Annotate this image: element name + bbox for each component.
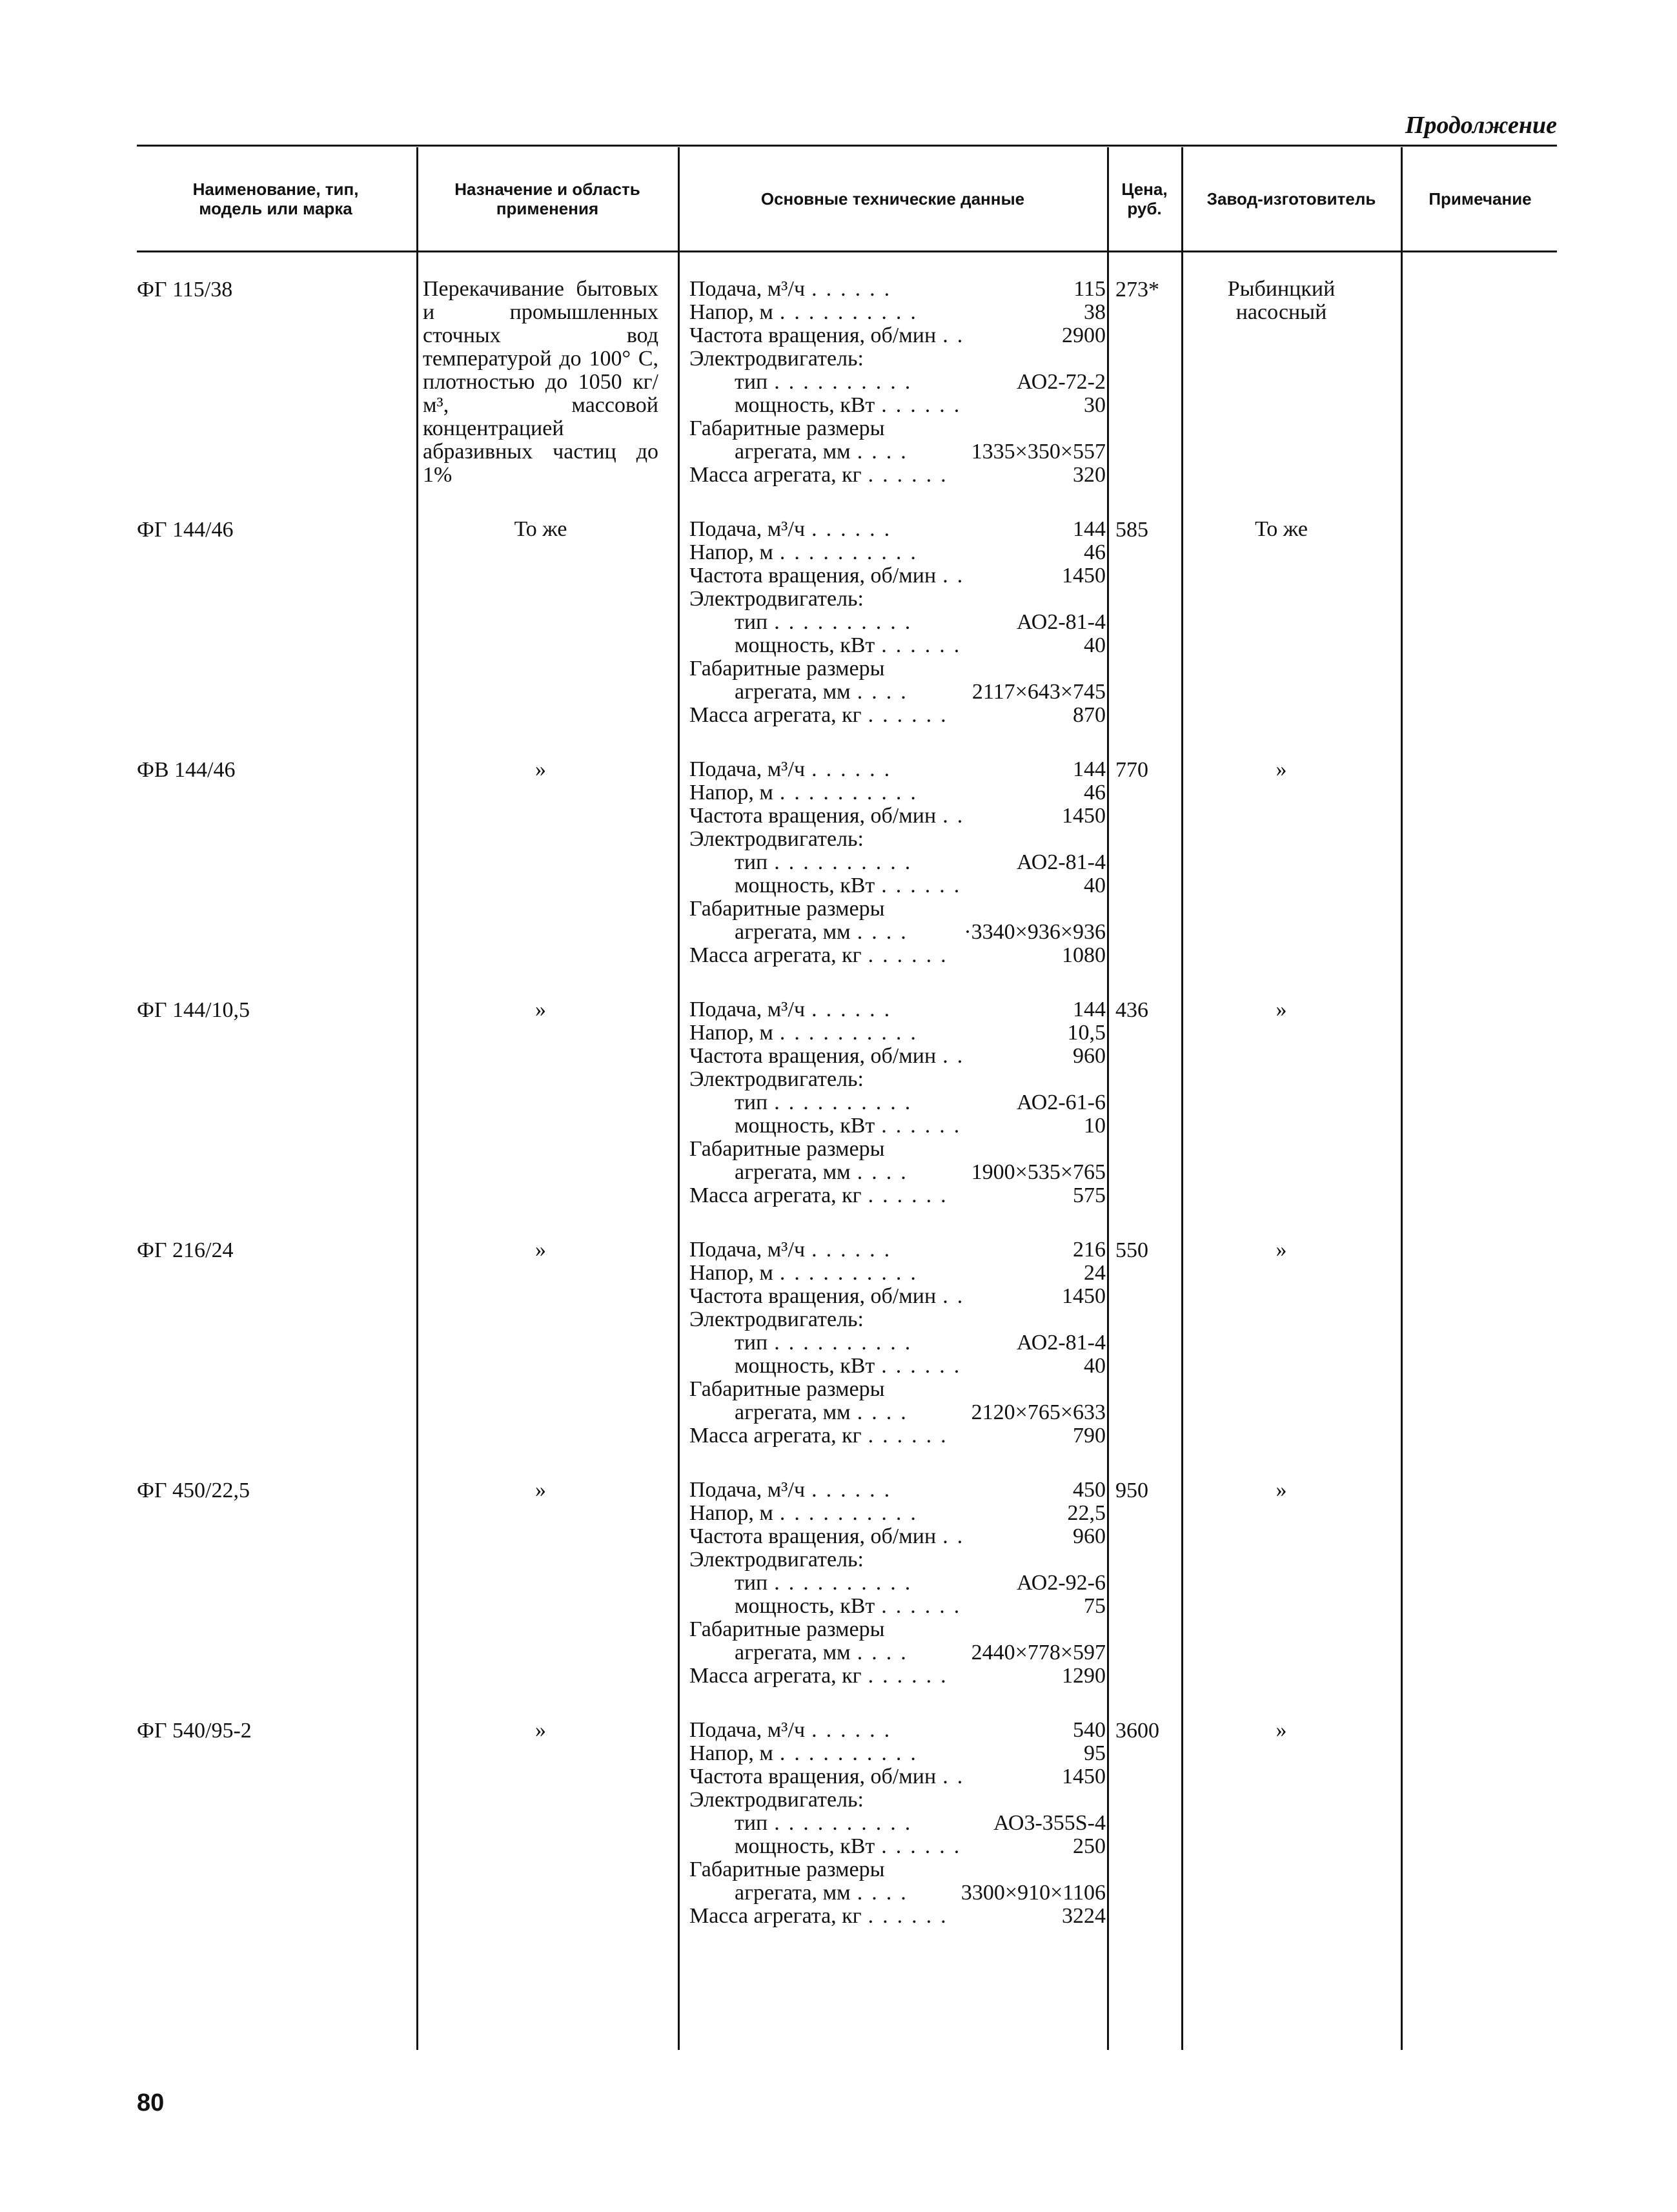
spec-dims-label-2: агрегата, мм <box>735 440 851 464</box>
header-top-rule <box>137 145 1557 147</box>
spec-motor-label: Электродвигатель: <box>689 1067 864 1091</box>
spec-flow-value: 540 <box>1073 1718 1106 1742</box>
row-specs: Подача, м³/ч ...... 144 Напор, м .......... 10,5 Частота вращения, об/мин .. 960 Электродвигатель: тип .......... АО2-61-6 мощность, кВт ...... 10 Габаритные размеры агрегата, мм .... 1900×535×765 Масса агрегата, кг ...... 575 <box>689 998 1106 1207</box>
spec-motor-label: Электродвигатель: <box>689 1788 864 1812</box>
row-purpose: Перекачивание бытовых и промышленных сточных вод температурой до 100° С, плотностью до 1050 кг/м³, массовой концентрацией абразивных частиц до 1% <box>423 277 658 487</box>
row-purpose: То же <box>514 517 567 541</box>
spec-mass-value: 575 <box>1073 1183 1106 1207</box>
spec-power-value: 40 <box>1084 1354 1106 1378</box>
spec-motor-label: Электродвигатель: <box>689 1307 864 1331</box>
spec-power-label: мощность, кВт <box>735 1354 875 1378</box>
spec-type-value: АО2-72-2 <box>1016 370 1106 394</box>
spec-mass-label: Масса агрегата, кг <box>689 463 862 487</box>
row-model: ФВ 144/46 <box>137 758 236 782</box>
spec-rpm-value: 1450 <box>1062 1765 1106 1788</box>
spec-flow-value: 144 <box>1073 757 1106 781</box>
spec-motor-label: Электродвигатель: <box>689 347 864 371</box>
spec-head-value: 46 <box>1084 540 1106 564</box>
spec-head-label: Напор, м <box>689 300 773 324</box>
spec-dims-label: Габаритные размеры <box>689 1377 885 1401</box>
spec-flow-value: 216 <box>1073 1238 1106 1262</box>
spec-head-value: 38 <box>1084 300 1106 324</box>
row-price: 3600 <box>1115 1719 1159 1743</box>
spec-motor-label: Электродвигатель: <box>689 587 864 611</box>
spec-type-label: тип <box>735 1331 768 1355</box>
spec-type-label: тип <box>735 610 768 634</box>
spec-power-value: 75 <box>1084 1594 1106 1618</box>
row-maker: » <box>1276 1478 1287 1502</box>
row-maker: » <box>1276 998 1287 1021</box>
header-purpose: Назначение и область применения <box>454 179 640 218</box>
spec-dims-value: 2120×765×633 <box>971 1400 1106 1424</box>
spec-rpm-value: 960 <box>1073 1524 1106 1548</box>
spec-rpm-value: 2900 <box>1062 323 1106 347</box>
spec-power-label: мощность, кВт <box>735 1834 875 1858</box>
spec-dims-label: Габаритные размеры <box>689 1617 885 1641</box>
spec-head-value: 10,5 <box>1067 1021 1106 1045</box>
spec-mass-value: 1080 <box>1062 943 1106 967</box>
spec-type-value: АО2-61-6 <box>1016 1091 1106 1114</box>
row-price: 950 <box>1115 1479 1148 1502</box>
spec-mass-value: 790 <box>1073 1424 1106 1448</box>
header-bottom-rule <box>137 251 1557 252</box>
header-note: Примечание <box>1428 189 1532 209</box>
spec-dims-value: 3300×910×1106 <box>960 1881 1106 1905</box>
spec-power-label: мощность, кВт <box>735 874 875 897</box>
spec-head-label: Напор, м <box>689 540 773 564</box>
row-model: ФГ 144/46 <box>137 518 234 542</box>
header-specs: Основные технические данные <box>760 189 1025 209</box>
spec-mass-value: 1290 <box>1062 1664 1106 1688</box>
spec-power-label: мощность, кВт <box>735 1594 875 1618</box>
spec-mass-label: Масса агрегата, кг <box>689 1183 862 1207</box>
row-purpose: » <box>535 1478 546 1502</box>
spec-flow-label: Подача, м³/ч <box>689 1718 806 1742</box>
spec-dims-label: Габаритные размеры <box>689 1137 885 1161</box>
row-purpose: » <box>535 1238 546 1262</box>
spec-head-label: Напор, м <box>689 1741 773 1765</box>
spec-motor-label: Электродвигатель: <box>689 827 864 851</box>
spec-mass-label: Масса агрегата, кг <box>689 703 862 727</box>
spec-rpm-label: Частота вращения, об/мин <box>689 1044 937 1068</box>
spec-head-value: 22,5 <box>1067 1501 1106 1525</box>
row-price: 770 <box>1115 758 1148 782</box>
spec-type-value: АО2-81-4 <box>1016 610 1106 634</box>
row-purpose: » <box>535 1718 546 1742</box>
spec-rpm-label: Частота вращения, об/мин <box>689 1524 937 1548</box>
row-maker: » <box>1276 1718 1287 1742</box>
spec-power-value: 40 <box>1084 874 1106 897</box>
spec-power-value: 30 <box>1084 393 1106 417</box>
spec-type-label: тип <box>735 1091 768 1114</box>
header-price: Цена, руб. <box>1121 179 1168 218</box>
row-price: 273* <box>1115 278 1159 302</box>
page-number: 80 <box>137 2089 165 2116</box>
row-model: ФГ 216/24 <box>137 1238 234 1262</box>
spec-mass-value: 3224 <box>1062 1904 1106 1928</box>
row-maker: То же <box>1255 517 1308 541</box>
row-specs: Подача, м³/ч ...... 144 Напор, м .......... 46 Частота вращения, об/мин .. 1450 Электродвигатель: тип .......... АО2-81-4 мощность, кВт ...... 40 Габаритные размеры агрегата, мм .... 2117×643×745 Масса агрегата, кг ...... 870 <box>689 517 1106 727</box>
spec-flow-value: 450 <box>1073 1478 1106 1502</box>
spec-dims-label: Габаритные размеры <box>689 1858 885 1881</box>
row-specs: Подача, м³/ч ...... 115 Напор, м .......... 38 Частота вращения, об/мин .. 2900 Электродвигатель: тип .......... АО2-72-2 мощность, кВт ...... 30 Габаритные размеры агрегата, мм .... 1335×350×557 Масса агрегата, кг ...... 320 <box>689 277 1106 487</box>
spec-rpm-label: Частота вращения, об/мин <box>689 1284 937 1308</box>
spec-rpm-value: 960 <box>1073 1044 1106 1068</box>
spec-rpm-value: 1450 <box>1062 1284 1106 1308</box>
row-specs: Подача, м³/ч ...... 216 Напор, м .......... 24 Частота вращения, об/мин .. 1450 Электродвигатель: тип .......... АО2-81-4 мощность, кВт ...... 40 Габаритные размеры агрегата, мм .... 2120×765×633 Масса агрегата, кг ...... 790 <box>689 1238 1106 1448</box>
spec-dims-label-2: агрегата, мм <box>735 1160 851 1184</box>
spec-motor-label: Электродвигатель: <box>689 1548 864 1572</box>
spec-mass-label: Масса агрегата, кг <box>689 1904 862 1928</box>
header-maker: Завод-изготовитель <box>1206 189 1376 209</box>
continuation-label: Продолжение <box>1405 112 1557 139</box>
row-model: ФГ 115/38 <box>137 278 233 302</box>
spec-head-label: Напор, м <box>689 1261 773 1285</box>
row-price: 585 <box>1115 518 1148 542</box>
spec-dims-label-2: агрегата, мм <box>735 920 851 944</box>
spec-type-label: тип <box>735 1571 768 1595</box>
column-divider-5 <box>1401 147 1403 2050</box>
row-maker: » <box>1276 1238 1287 1262</box>
spec-rpm-label: Частота вращения, об/мин <box>689 323 937 347</box>
spec-head-value: 24 <box>1084 1261 1106 1285</box>
spec-head-label: Напор, м <box>689 781 773 804</box>
spec-type-value: АО2-81-4 <box>1016 850 1106 874</box>
spec-head-value: 95 <box>1084 1741 1106 1765</box>
spec-rpm-value: 1450 <box>1062 564 1106 588</box>
row-specs: Подача, м³/ч ...... 540 Напор, м .......... 95 Частота вращения, об/мин .. 1450 Электродвигатель: тип .......... АО3-355S-4 мощность, кВт ...... 250 Габаритные размеры агрегата, мм .... 3300×910×1106 Масса агрегата, кг ...... 3224 <box>689 1718 1106 1928</box>
column-divider-2 <box>678 147 680 2050</box>
row-maker: Рыбинцкий насосный <box>1227 277 1336 324</box>
spec-head-label: Напор, м <box>689 1021 773 1045</box>
row-model: ФГ 144/10,5 <box>137 998 250 1022</box>
column-divider-4 <box>1181 147 1183 2050</box>
header-name: Наименование, тип, модель или марка <box>192 179 359 218</box>
spec-flow-value: 144 <box>1073 517 1106 541</box>
spec-type-label: тип <box>735 1811 768 1835</box>
spec-flow-label: Подача, м³/ч <box>689 277 806 301</box>
row-price: 436 <box>1115 998 1148 1022</box>
spec-rpm-label: Частота вращения, об/мин <box>689 1765 937 1788</box>
spec-power-label: мощность, кВт <box>735 1114 875 1138</box>
spec-flow-label: Подача, м³/ч <box>689 1478 806 1502</box>
spec-flow-label: Подача, м³/ч <box>689 1238 806 1262</box>
spec-head-value: 46 <box>1084 781 1106 804</box>
row-price: 550 <box>1115 1238 1148 1262</box>
spec-flow-label: Подача, м³/ч <box>689 517 806 541</box>
row-model: ФГ 540/95-2 <box>137 1719 252 1743</box>
row-maker: » <box>1276 757 1287 781</box>
spec-head-label: Напор, м <box>689 1501 773 1525</box>
spec-mass-label: Масса агрегата, кг <box>689 943 862 967</box>
spec-mass-label: Масса агрегата, кг <box>689 1664 862 1688</box>
spec-dims-label-2: агрегата, мм <box>735 1400 851 1424</box>
spec-power-value: 10 <box>1084 1114 1106 1138</box>
spec-power-label: мощность, кВт <box>735 633 875 657</box>
spec-dims-value: 2440×778×597 <box>971 1641 1106 1664</box>
row-purpose: » <box>535 757 546 781</box>
spec-type-label: тип <box>735 850 768 874</box>
spec-type-value: АО2-81-4 <box>1016 1331 1106 1355</box>
spec-type-label: тип <box>735 370 768 394</box>
spec-dims-label: Габаритные размеры <box>689 416 885 440</box>
spec-rpm-label: Частота вращения, об/мин <box>689 804 937 828</box>
spec-mass-value: 870 <box>1073 703 1106 727</box>
spec-dims-label: Габаритные размеры <box>689 657 885 681</box>
spec-flow-label: Подача, м³/ч <box>689 757 806 781</box>
spec-dims-value: 2117×643×745 <box>971 680 1106 704</box>
spec-type-value: АО2-92-6 <box>1016 1571 1106 1595</box>
row-specs: Подача, м³/ч ...... 450 Напор, м .......... 22,5 Частота вращения, об/мин .. 960 Электродвигатель: тип .......... АО2-92-6 мощность, кВт ...... 75 Габаритные размеры агрегата, мм .... 2440×778×597 Масса агрегата, кг ...... 1290 <box>689 1478 1106 1688</box>
spec-flow-value: 144 <box>1073 998 1106 1021</box>
spec-rpm-label: Частота вращения, об/мин <box>689 564 937 588</box>
row-specs: Подача, м³/ч ...... 144 Напор, м .......... 46 Частота вращения, об/мин .. 1450 Электродвигатель: тип .......... АО2-81-4 мощность, кВт ...... 40 Габаритные размеры агрегата, мм .... ·3340×936×936 Масса агрегата, кг ...... 1080 <box>689 757 1106 967</box>
spec-dims-value: ·3340×936×936 <box>964 920 1106 944</box>
spec-flow-label: Подача, м³/ч <box>689 998 806 1021</box>
column-divider-3 <box>1107 147 1109 2050</box>
spec-rpm-value: 1450 <box>1062 804 1106 828</box>
spec-power-value: 40 <box>1084 633 1106 657</box>
spec-dims-label-2: агрегата, мм <box>735 1641 851 1664</box>
spec-dims-value: 1335×350×557 <box>971 440 1106 464</box>
spec-dims-label-2: агрегата, мм <box>735 1881 851 1905</box>
spec-type-value: АО3-355S-4 <box>993 1811 1106 1835</box>
row-purpose: » <box>535 998 546 1021</box>
spec-flow-value: 115 <box>1073 277 1106 301</box>
spec-mass-value: 320 <box>1073 463 1106 487</box>
spec-power-value: 250 <box>1073 1834 1106 1858</box>
spec-dims-label: Габаритные размеры <box>689 897 885 921</box>
row-model: ФГ 450/22,5 <box>137 1479 250 1502</box>
spec-dims-label-2: агрегата, мм <box>735 680 851 704</box>
spec-power-label: мощность, кВт <box>735 393 875 417</box>
column-divider-1-body <box>416 251 418 2050</box>
spec-mass-label: Масса агрегата, кг <box>689 1424 862 1448</box>
spec-dims-value: 1900×535×765 <box>971 1160 1106 1184</box>
